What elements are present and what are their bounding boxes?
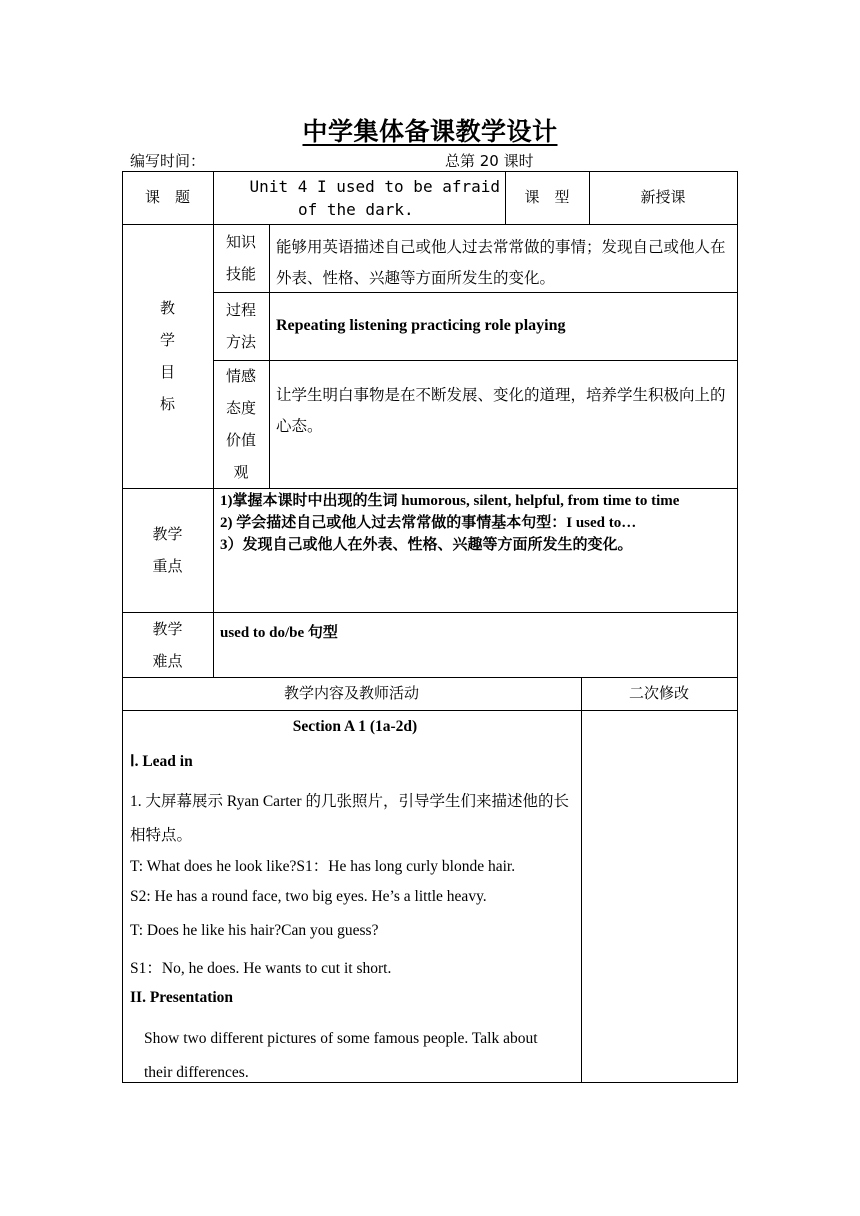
goals-label: 教 学 目 标 <box>159 299 175 413</box>
key-point-3: 3）发现自己或他人在外表、性格、兴趣等方面所发生的变化。 <box>220 537 633 553</box>
type-value: 新授课 <box>640 188 686 206</box>
lead-in-heading: Ⅰ. Lead in <box>130 753 193 770</box>
content-header-left: 教学内容及教师活动 <box>283 684 419 702</box>
section-title: Section A 1 (1a-2d) <box>292 718 418 735</box>
topic-title <box>218 175 500 221</box>
dialogue-line-2: S2: He has a round face, two big eyes. He’s a little heavy. <box>130 888 487 905</box>
type-label: 课 型 <box>524 188 570 206</box>
key-points-label: 教学 重点 <box>152 525 183 575</box>
lesson-count: 总第 20 课时 <box>445 152 534 170</box>
difficulties-text: used to do/be 句型 <box>220 625 338 641</box>
topic-label: 课 题 <box>144 188 190 206</box>
difficulties-label: 教学 难点 <box>152 619 183 670</box>
emotion-text: 让学生明白事物是在不断发展、变化的道理，培养学生积极向上的心态。 <box>276 386 726 435</box>
key-points-text <box>220 490 734 556</box>
process-text: Repeating listening practicing role playing <box>276 316 566 334</box>
presentation-heading: II. Presentation <box>130 989 234 1006</box>
key-point-2: 2) 学会描述自己或他人过去常常做的事情基本句型：I used to… <box>220 515 637 531</box>
compile-time-label: 编写时间： <box>130 152 206 170</box>
emotion-label: 情感 态度 价值 观 <box>225 367 256 481</box>
process-label: 过程 方法 <box>225 301 256 351</box>
knowledge-label: 知识 技能 <box>225 233 256 283</box>
lead-in-item-1: 1. 大屏幕展示 Ryan Carter 的几张照片，引导学生们来描述他的长相特点。 <box>130 793 569 844</box>
topic-title-line2: of the dark. <box>298 200 414 219</box>
dialogue-line-4: S1：No, he does. He wants to cut it short. <box>130 960 392 977</box>
content-header-right: 二次修改 <box>628 684 689 702</box>
dialogue-line-1: T: What does he look like?S1：He has long curly blonde hair. <box>130 858 516 875</box>
presentation-text: Show two different pictures of some famous people. Talk about their differences. <box>144 1030 538 1081</box>
dialogue-line-3: T: Does he like his hair?Can you guess? <box>130 922 379 939</box>
knowledge-text: 能够用英语描述自己或他人过去常常做的事情；发现自己或他人在外表、性格、兴趣等方面所发生的变化。 <box>276 238 726 287</box>
key-point-1: 1)掌握本课时中出现的生词 humorous, silent, helpful, from time to time <box>220 493 680 509</box>
document-title: 中学集体备课教学设计 <box>302 117 558 146</box>
topic-title-line1: Unit 4 I used to be afraid <box>249 177 500 196</box>
